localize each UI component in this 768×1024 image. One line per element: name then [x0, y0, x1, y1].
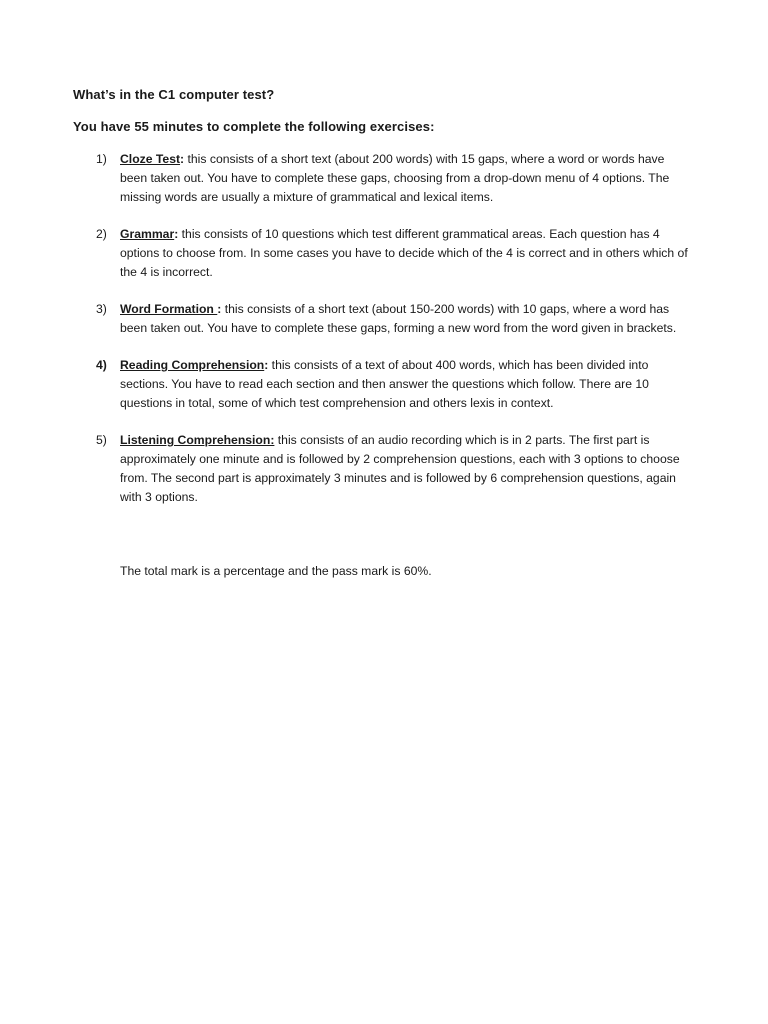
item-number: 5) [96, 433, 107, 448]
item-text: this consists of a short text (about 150-200 words) with 10 gaps, where a word has been taken out. You have to complete these gaps, forming a new word from the word given in brackets. [120, 301, 677, 335]
item-label: Word Formation [120, 301, 218, 316]
item-body [120, 356, 694, 412]
list-item [96, 356, 696, 412]
exercise-list [96, 150, 696, 525]
document-title: What’s in the C1 computer test? [73, 87, 275, 102]
item-number: 1) [96, 152, 107, 166]
item-body [120, 150, 694, 206]
list-item [96, 225, 696, 281]
item-number: 3) [96, 301, 107, 316]
list-item [96, 431, 696, 506]
pass-mark-note: The total mark is a percentage and the pass mark is 60%. [120, 564, 432, 578]
item-number: 2) [96, 226, 107, 241]
item-label: Listening Comprehension: [120, 433, 275, 448]
item-label-colon: : [180, 152, 185, 166]
item-body [120, 431, 694, 506]
document-intro: You have 55 minutes to complete the following exercises: [73, 119, 435, 134]
item-number: 4) [96, 358, 107, 373]
item-label: Grammar [120, 226, 175, 241]
item-label-colon: : [264, 358, 269, 373]
item-label: Cloze Test [120, 152, 181, 166]
item-body [120, 225, 694, 281]
list-item [96, 300, 696, 338]
item-label-colon: : [217, 301, 222, 316]
list-item [96, 150, 696, 206]
item-text: this consists of a short text (about 200 words) with 15 gaps, where a word or words have been taken out. You have to complete these gaps, choosing from a drop-down menu of 4 options. The missing words are usually a mixture of grammatical and lexical items. [120, 152, 670, 204]
item-text: this consists of an audio recording which is in 2 parts. The first part is approximately one minute and is followed by 2 comprehension questions, each with 3 options to choose from. The second part is approximately 3 minutes and is followed by 6 comprehension questions, again with 3 options. [120, 433, 680, 504]
item-label-colon: : [174, 226, 179, 241]
item-body [120, 300, 694, 338]
item-label: Reading Comprehension [120, 358, 265, 373]
item-text: this consists of a text of about 400 words, which has been divided into sections. You have to read each section and then answer the questions which follow. There are 10 questions in total, some of which test comprehension and others lexis in context. [120, 358, 649, 410]
item-text: this consists of 10 questions which test different grammatical areas. Each question has 4 options to choose from. In some cases you have to decide which of the 4 is correct and in others which of the 4 is incorrect. [120, 226, 688, 279]
